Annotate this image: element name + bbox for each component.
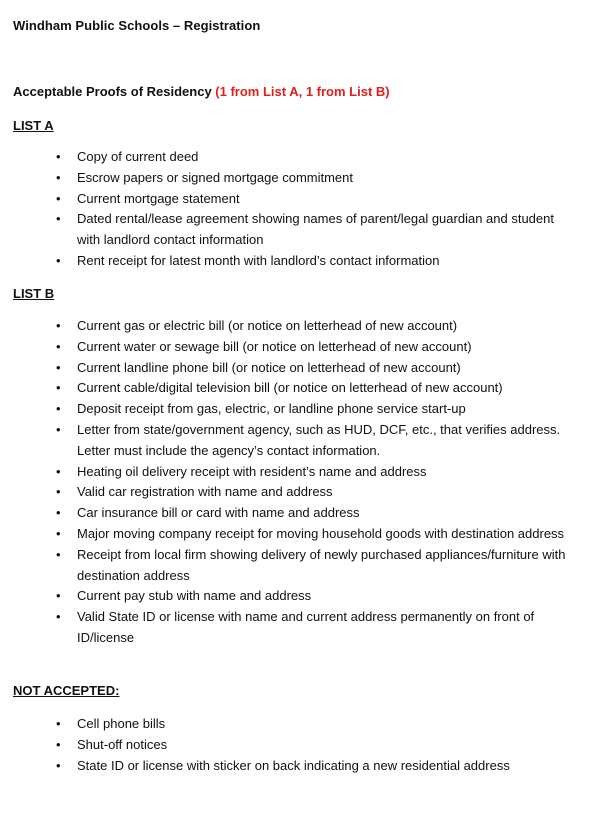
list-item: • Current landline phone bill (or notice on letterhead of new account) — [49, 358, 574, 379]
proofs-heading — [13, 84, 390, 99]
list-item: • Cell phone bills — [49, 714, 574, 735]
list-item: • Major moving company receipt for moving household goods with destination address — [49, 524, 574, 545]
list-item: • Rent receipt for latest month with landlord’s contact information — [49, 251, 574, 272]
document-title: Windham Public Schools – Registration — [13, 18, 261, 33]
proofs-heading-note: (1 from List A, 1 from List B) — [215, 84, 390, 99]
proofs-heading-text: Acceptable Proofs of Residency — [13, 84, 212, 99]
list-item: • Shut-off notices — [49, 735, 574, 756]
list-item: • Current water or sewage bill (or notice on letterhead of new account) — [49, 337, 574, 358]
list-item: • Valid State ID or license with name and current address permanently on front of ID/license — [49, 607, 574, 649]
list-item: • Current pay stub with name and address — [49, 586, 574, 607]
not-accepted-list — [49, 714, 574, 776]
list-item: • Copy of current deed — [49, 147, 574, 168]
list-b — [49, 316, 574, 649]
list-item: • Valid car registration with name and address — [49, 482, 574, 503]
list-item: • Car insurance bill or card with name and address — [49, 503, 574, 524]
list-item: • Escrow papers or signed mortgage commitment — [49, 168, 574, 189]
list-a — [49, 147, 574, 272]
list-item: • Deposit receipt from gas, electric, or landline phone service start-up — [49, 399, 574, 420]
list-b-heading: LIST B — [13, 286, 55, 301]
list-item: • Dated rental/lease agreement showing names of parent/legal guardian and student with landlord contact information — [49, 209, 574, 251]
list-item: • Heating oil delivery receipt with resident’s name and address — [49, 462, 574, 483]
list-item: • Current gas or electric bill (or notice on letterhead of new account) — [49, 316, 574, 337]
list-item: • State ID or license with sticker on back indicating a new residential address — [49, 756, 574, 777]
not-accepted-heading: NOT ACCEPTED: — [13, 683, 120, 698]
list-a-heading: LIST A — [13, 118, 54, 133]
list-item: • Current cable/digital television bill (or notice on letterhead of new account) — [49, 378, 574, 399]
list-item: • Letter from state/government agency, such as HUD, DCF, etc., that verifies address. Letter must include the agency’s contact information. — [49, 420, 574, 462]
list-item: • Receipt from local firm showing delivery of newly purchased appliances/furniture with destination address — [49, 545, 574, 587]
list-item: • Current mortgage statement — [49, 189, 574, 210]
